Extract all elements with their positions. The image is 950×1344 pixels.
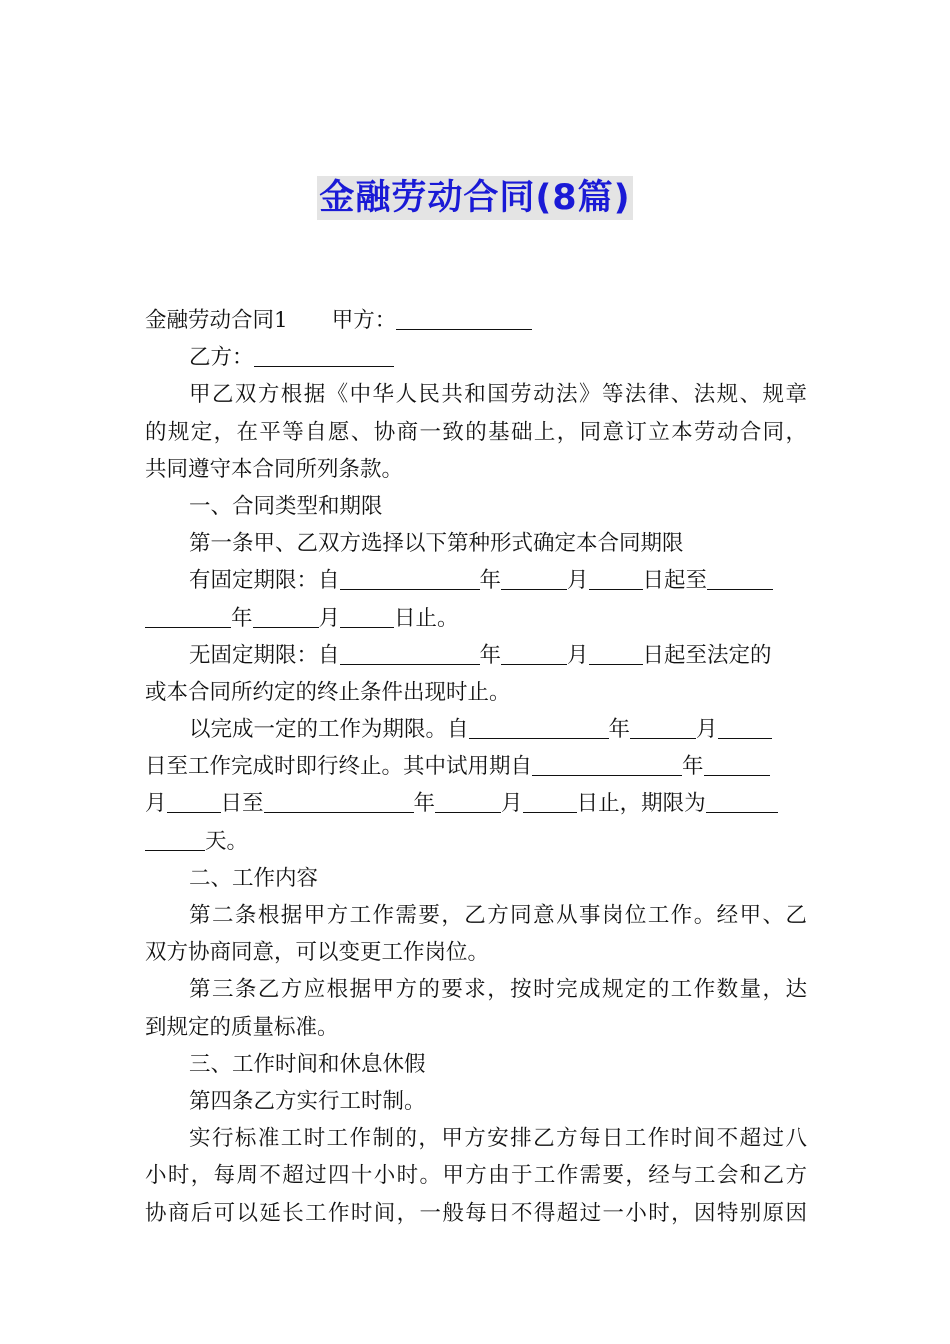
paragraph-line: 共同遵守本合同所列条款。	[145, 456, 404, 482]
paragraph-line: 甲乙双方根据《中华人民共和国劳动法》等法律、法规、规章	[189, 382, 807, 408]
contract-body	[145, 302, 807, 1232]
blank-field[interactable]	[340, 567, 480, 590]
blank-field[interactable]	[167, 790, 221, 813]
party-a-label: 甲方：	[331, 308, 397, 333]
blank-field[interactable]	[706, 790, 778, 813]
blank-field[interactable]	[501, 567, 567, 590]
section-heading: 二、工作内容	[189, 865, 319, 891]
blank-field[interactable]	[145, 828, 205, 851]
blank-field[interactable]	[589, 642, 643, 665]
day-label: 日起至	[642, 568, 708, 594]
contract-heading: 金融劳动合同1	[145, 308, 288, 333]
blank-field[interactable]	[253, 605, 319, 628]
year-label: 年	[413, 791, 436, 817]
blank-field[interactable]	[718, 716, 772, 739]
text-line	[145, 339, 807, 376]
text-line	[145, 562, 807, 599]
blank-field[interactable]	[340, 605, 394, 628]
task-term-label: 以完成一定的工作为期限。自	[189, 717, 469, 743]
month-label: 月	[501, 791, 523, 817]
document-title: 金融劳动合同(8篇)	[319, 178, 631, 218]
blank-field[interactable]	[264, 790, 414, 813]
section-heading: 一、合同类型和期限	[189, 493, 383, 519]
open-term-label: 无固定期限：自	[189, 642, 340, 668]
paragraph-line: 的规定，在平等自愿、协商一致的基础上，同意订立本劳动合同，	[145, 419, 807, 445]
blank-field[interactable]	[532, 753, 682, 776]
paragraph-line: 第四条乙方实行工时制。	[189, 1088, 426, 1114]
text-line	[145, 711, 807, 748]
blank-field[interactable]	[435, 790, 501, 813]
month-label: 月	[567, 568, 589, 594]
days-label: 天。	[205, 828, 249, 854]
fixed-term-label: 有固定期限：自	[189, 568, 340, 594]
text-line	[145, 600, 807, 637]
blank-field[interactable]	[145, 605, 231, 628]
paragraph-line: 第三条乙方应根据甲方的要求，按时完成规定的工作数量，达	[189, 977, 807, 1003]
blank-field[interactable]	[340, 642, 480, 665]
text-line	[145, 637, 807, 674]
paragraph-line: 协商后可以延长工作时间，一般每日不得超过一小时，因特别原因	[145, 1200, 807, 1226]
year-label: 年	[231, 605, 253, 631]
paragraph-line: 第二条根据甲方工作需要，乙方同意从事岗位工作。经甲、乙	[189, 903, 807, 928]
blank-field[interactable]	[501, 642, 567, 665]
period-label: 日止，期限为	[576, 791, 706, 817]
year-label: 年	[608, 717, 631, 743]
year-label: 年	[479, 642, 502, 668]
day-label: 日起至法定的	[642, 642, 772, 668]
paragraph-line: 小时，每周不超过四十小时。甲方由于工作需要，经与工会和乙方	[145, 1163, 807, 1189]
blank-field[interactable]	[630, 716, 696, 739]
title-block	[0, 176, 950, 220]
year-label: 年	[479, 568, 502, 594]
paragraph-line: 第一条甲、乙双方选择以下第种形式确定本合同期限	[189, 531, 684, 557]
blank-field[interactable]	[469, 716, 609, 739]
day-label: 日至	[220, 791, 264, 817]
paragraph-line: 或本合同所约定的终止条件出现时止。	[145, 679, 511, 705]
paragraph-line: 到规定的质量标准。	[145, 1014, 339, 1040]
text-line	[145, 302, 807, 339]
paragraph-line: 实行标准工时工作制的，甲方安排乙方每日工作时间不超过八	[189, 1126, 807, 1152]
party-b-blank[interactable]	[254, 344, 394, 367]
party-b-label: 乙方：	[189, 345, 254, 371]
section-heading: 三、工作时间和休息休假	[189, 1051, 426, 1077]
paragraph-line: 双方协商同意，可以变更工作岗位。	[145, 940, 490, 966]
probation-label: 日至工作完成时即行终止。其中试用期自	[145, 754, 533, 780]
text-line	[145, 748, 807, 785]
month-label: 月	[145, 791, 167, 817]
month-label: 月	[318, 605, 341, 631]
blank-field[interactable]	[707, 567, 773, 590]
year-label: 年	[682, 754, 704, 780]
blank-field[interactable]	[523, 790, 577, 813]
text-line	[145, 785, 807, 822]
month-label: 月	[696, 717, 718, 743]
blank-field[interactable]	[704, 753, 770, 776]
blank-field[interactable]	[589, 567, 643, 590]
month-label: 月	[567, 642, 589, 668]
party-a-blank[interactable]	[396, 307, 532, 330]
day-label: 日止。	[394, 605, 459, 631]
text-line	[145, 823, 807, 860]
